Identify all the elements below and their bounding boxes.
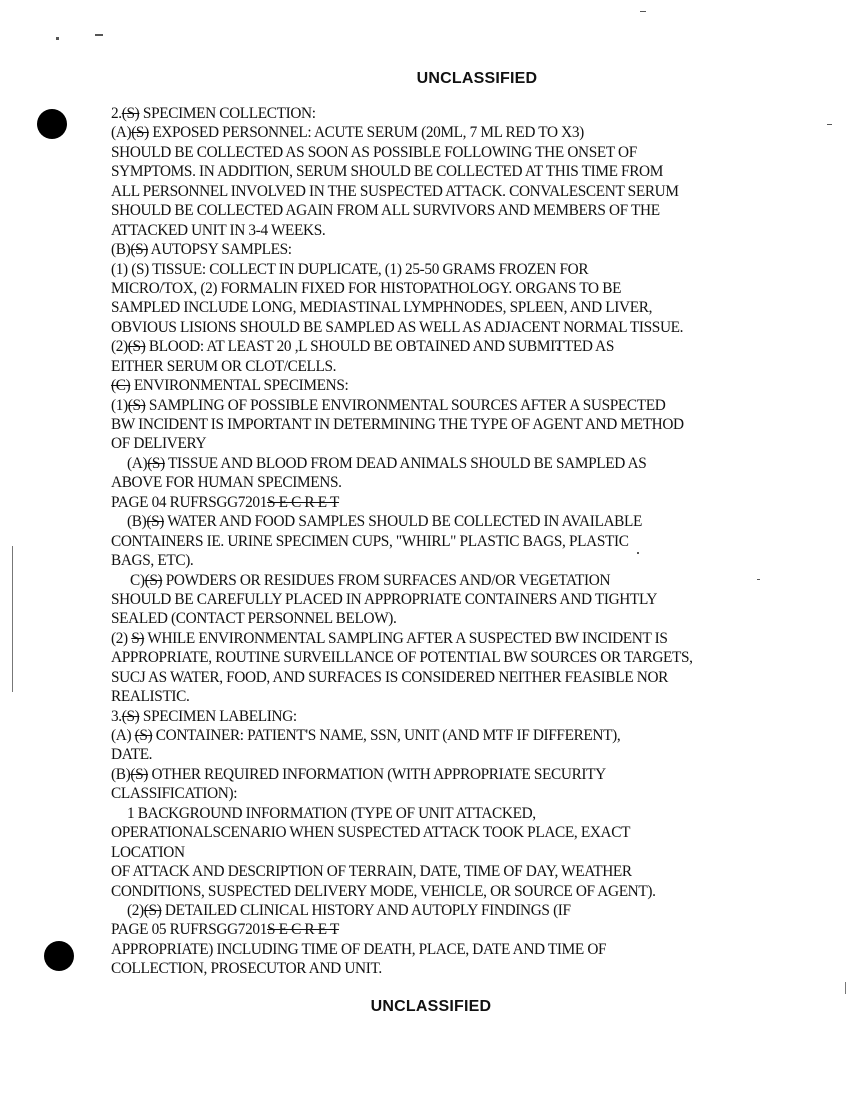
text-line bbox=[111, 784, 801, 803]
text-line bbox=[111, 221, 801, 240]
classification-banner-bottom: UNCLASSIFIED bbox=[370, 998, 492, 1015]
line-text: (B) bbox=[111, 765, 131, 783]
struck-classification-marking: S) bbox=[131, 629, 145, 647]
line-text: (A) bbox=[111, 124, 132, 142]
text-line bbox=[111, 532, 801, 551]
line-text: SYMPTOMS. IN ADDITION, SERUM SHOULD BE COLLECTED AT THIS TIME FROM bbox=[111, 163, 664, 181]
line-text: (B) bbox=[127, 513, 147, 531]
struck-classification-marking: (S) bbox=[127, 338, 146, 356]
text-line bbox=[111, 357, 801, 376]
text-line bbox=[111, 318, 801, 337]
line-text: (1) (S) TISSUE: COLLECT IN DUPLICATE, (1) 25-50 GRAMS FROZEN FOR bbox=[111, 260, 589, 278]
text-line bbox=[111, 940, 801, 959]
struck-classification-marking: (S) bbox=[131, 124, 149, 142]
line-text: DETAILED CLINICAL HISTORY AND AUTOPLY FINDINGS (IF bbox=[161, 901, 571, 919]
scan-margin-line bbox=[845, 982, 846, 994]
struck-classification-marking: (S) bbox=[144, 571, 163, 589]
text-line bbox=[111, 882, 801, 901]
line-text: OTHER REQUIRED INFORMATION (WITH APPROPRIATE SECURITY bbox=[148, 765, 606, 783]
line-text: (2) bbox=[127, 901, 144, 919]
text-line bbox=[111, 454, 801, 473]
line-text: SUCJ AS WATER, FOOD, AND SURFACES IS CONSIDERED NEITHER FEASIBLE NOR bbox=[111, 668, 668, 686]
line-text: ABOVE FOR HUMAN SPECIMENS. bbox=[111, 474, 342, 492]
struck-classification-marking: (S) bbox=[147, 454, 165, 472]
line-text: APPROPRIATE) INCLUDING TIME OF DEATH, PLACE, DATE AND TIME OF bbox=[111, 940, 607, 958]
line-text: BW INCIDENT IS IMPORTANT IN DETERMINING THE TYPE OF AGENT AND METHOD bbox=[111, 416, 684, 433]
struck-classification-marking: (C) bbox=[111, 377, 131, 395]
line-text: PAGE 05 RUFRSGG7201 bbox=[111, 921, 267, 939]
text-line bbox=[111, 512, 801, 531]
struck-classification-marking: (S) bbox=[134, 727, 153, 744]
struck-classification-marking: (S) bbox=[130, 241, 148, 259]
line-text: (B) bbox=[111, 241, 131, 259]
line-text: DATE. bbox=[111, 746, 153, 764]
text-line bbox=[111, 707, 801, 726]
line-text: ENVIRONMENTAL SPECIMENS: bbox=[130, 377, 349, 395]
text-line bbox=[111, 123, 801, 142]
text-line bbox=[111, 823, 801, 842]
line-text: CONTAINERS IE. URINE SPECIMEN CUPS, "WHIRL" PLASTIC BAGS, PLASTIC bbox=[111, 532, 629, 550]
text-line bbox=[111, 201, 801, 220]
line-text: (2) bbox=[111, 629, 132, 647]
text-line bbox=[111, 571, 801, 590]
struck-classification-marking: (S) bbox=[146, 513, 164, 531]
line-text: CONDITIONS, SUSPECTED DELIVERY MODE, VEHICLE, OR SOURCE OF AGENT). bbox=[111, 882, 656, 900]
struck-classification-marking: S E C R E T bbox=[267, 493, 339, 511]
line-text: OPERATIONALSCENARIO WHEN SUSPECTED ATTACK TOOK PLACE, EXACT bbox=[111, 824, 631, 842]
text-line bbox=[111, 901, 801, 920]
punch-hole-top bbox=[37, 109, 67, 139]
text-line bbox=[111, 473, 801, 492]
line-text: COLLECTION, PROSECUTOR AND UNIT. bbox=[111, 960, 382, 978]
text-line bbox=[111, 240, 801, 259]
scan-margin-line bbox=[12, 546, 13, 692]
scan-speck bbox=[95, 34, 103, 36]
text-line bbox=[111, 260, 801, 279]
struck-classification-marking: S E C R E T bbox=[267, 921, 339, 939]
line-text: 1 BACKGROUND INFORMATION (TYPE OF UNIT ATTACKED, bbox=[127, 804, 536, 822]
line-text: SHOULD BE COLLECTED AGAIN FROM ALL SURVIVORS AND MEMBERS OF THE bbox=[111, 202, 660, 220]
line-text: SHOULD BE COLLECTED AS SOON AS POSSIBLE FOLLOWING THE ONSET OF bbox=[111, 143, 637, 161]
text-line bbox=[111, 609, 801, 628]
struck-classification-marking: (S) bbox=[143, 901, 162, 919]
line-text: EITHER SERUM OR CLOT/CELLS. bbox=[111, 357, 337, 375]
line-text: SHOULD BE CAREFULLY PLACED IN APPROPRIATE CONTAINERS AND TIGHTLY bbox=[111, 590, 658, 608]
line-text: MICRO/TOX, (2) FORMALIN FIXED FOR HISTOPATHOLOGY. ORGANS TO BE bbox=[111, 279, 622, 297]
struck-classification-marking: (S) bbox=[127, 396, 146, 414]
text-line bbox=[111, 745, 801, 764]
struck-classification-marking: (S) bbox=[121, 105, 140, 122]
text-line bbox=[111, 143, 801, 162]
text-line bbox=[111, 629, 801, 648]
text-line bbox=[111, 551, 801, 570]
text-line bbox=[111, 843, 801, 862]
line-text: BLOOD: AT LEAST 20 ,L SHOULD BE OBTAINED AND SUBMITTED AS bbox=[145, 338, 615, 356]
text-line bbox=[111, 959, 801, 978]
line-text: ALL PERSONNEL INVOLVED IN THE SUSPECTED ATTACK. CONVALESCENT SERUM bbox=[111, 182, 679, 200]
line-text: 2. bbox=[111, 105, 122, 122]
text-line bbox=[111, 648, 801, 667]
line-text: LOCATION bbox=[111, 843, 185, 861]
line-text: (A) bbox=[111, 727, 135, 744]
line-text: OBVIOUS LISIONS SHOULD BE SAMPLED AS WELL AS ADJACENT NORMAL TISSUE. bbox=[111, 318, 684, 336]
line-text: SAMPLING OF POSSIBLE ENVIRONMENTAL SOURCES AFTER A SUSPECTED bbox=[145, 396, 666, 414]
text-line bbox=[111, 493, 801, 512]
punch-hole-bottom bbox=[44, 941, 74, 971]
text-line bbox=[111, 162, 801, 181]
line-text: SEALED (CONTACT PERSONNEL BELOW). bbox=[111, 610, 397, 628]
text-line bbox=[111, 920, 801, 939]
text-line bbox=[111, 862, 801, 881]
text-line bbox=[111, 376, 801, 395]
line-text: TISSUE AND BLOOD FROM DEAD ANIMALS SHOULD BE SAMPLED AS bbox=[164, 454, 647, 472]
line-text: PAGE 04 RUFRSGG7201 bbox=[111, 493, 267, 511]
line-text: 3. bbox=[111, 707, 122, 725]
line-text: POWDERS OR RESIDUES FROM SURFACES AND/OR VEGETATION bbox=[162, 571, 611, 589]
line-text: AUTOPSY SAMPLES: bbox=[148, 241, 292, 259]
text-line bbox=[111, 590, 801, 609]
text-line bbox=[111, 434, 801, 453]
line-text: REALISTIC. bbox=[111, 688, 190, 706]
line-text: CONTAINER: PATIENT'S NAME, SSN, UNIT (AND MTF IF DIFFERENT), bbox=[152, 727, 621, 744]
line-text: OF DELIVERY bbox=[111, 435, 207, 453]
line-text: SPECIMEN LABELING: bbox=[139, 707, 297, 725]
scan-speck bbox=[56, 37, 59, 40]
text-line bbox=[111, 279, 801, 298]
line-text: WHILE ENVIRONMENTAL SAMPLING AFTER A SUSPECTED BW INCIDENT IS bbox=[144, 629, 668, 647]
text-line bbox=[111, 104, 801, 123]
line-text: SAMPLED INCLUDE LONG, MEDIASTINAL LYMPHNODES, SPLEEN, AND LIVER, bbox=[111, 299, 653, 317]
classification-banner-top: UNCLASSIFIED bbox=[416, 70, 538, 87]
line-text: ATTACKED UNIT IN 3-4 WEEKS. bbox=[111, 221, 326, 239]
text-line bbox=[111, 765, 801, 784]
text-line bbox=[111, 182, 801, 201]
struck-classification-marking: (S) bbox=[130, 765, 148, 783]
line-text: (2) bbox=[111, 338, 128, 356]
scan-speck bbox=[827, 124, 832, 125]
line-text: APPROPRIATE, ROUTINE SURVEILLANCE OF POTENTIAL BW SOURCES OR TARGETS, bbox=[111, 649, 693, 667]
line-text: (A) bbox=[127, 454, 148, 472]
text-line bbox=[111, 298, 801, 317]
document-body bbox=[111, 104, 801, 979]
line-text: (1) bbox=[111, 396, 128, 414]
line-text: OF ATTACK AND DESCRIPTION OF TERRAIN, DATE, TIME OF DAY, WEATHER bbox=[111, 863, 632, 881]
line-text: EXPOSED PERSONNEL: ACUTE SERUM (20ML, 7 ML RED TO X3) bbox=[148, 124, 584, 142]
text-line bbox=[111, 726, 801, 745]
text-line bbox=[111, 337, 801, 356]
struck-classification-marking: (S) bbox=[121, 707, 140, 725]
line-text: BAGS, ETC). bbox=[111, 552, 194, 570]
text-line bbox=[111, 415, 801, 434]
text-line bbox=[111, 396, 801, 415]
text-line bbox=[111, 668, 801, 687]
line-text: C) bbox=[130, 571, 145, 589]
line-text: WATER AND FOOD SAMPLES SHOULD BE COLLECTED IN AVAILABLE bbox=[164, 513, 643, 531]
line-text: CLASSIFICATION): bbox=[111, 785, 238, 803]
text-line bbox=[111, 804, 801, 823]
line-text: SPECIMEN COLLECTION: bbox=[139, 105, 316, 122]
text-line bbox=[111, 687, 801, 706]
scan-speck bbox=[640, 11, 646, 12]
